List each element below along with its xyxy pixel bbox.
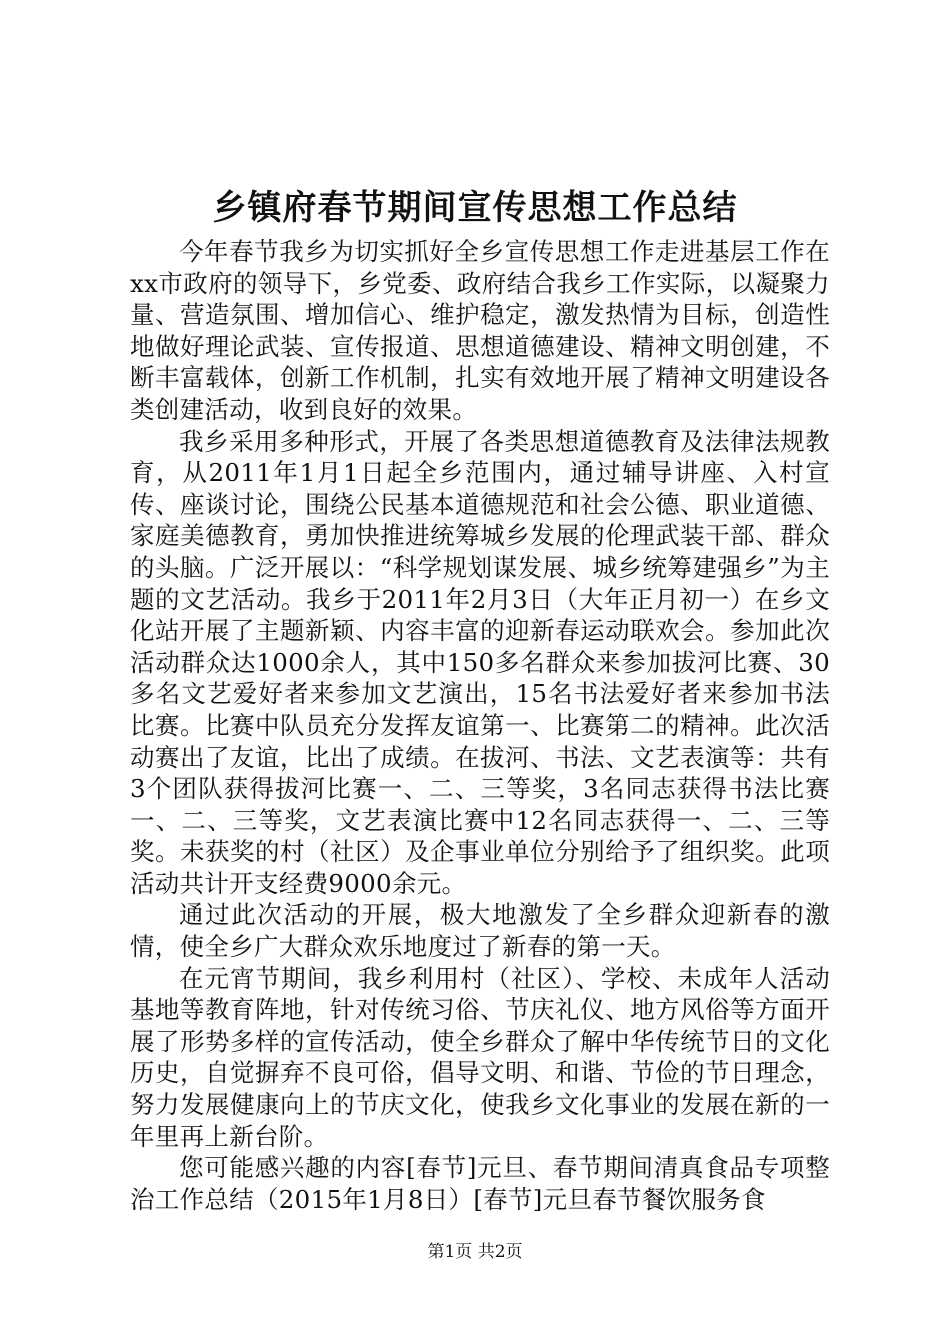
paragraph-effect: 通过此次活动的开展，极大地激发了全乡群众迎新春的激情，使全乡广大群众欢乐地度过了新春的第一天。 <box>130 900 830 962</box>
paragraph-intro: 今年春节我乡为切实抓好全乡宣传思想工作走进基层工作在xx市政府的领导下，乡党委、政府结合我乡工作实际，以凝聚力量、营造氛围、增加信心、维护稳定，激发热情为目标，创造性地做好理论武装、宣传报道、思想道德建设、精神文明创建，不断丰富载体，创新工作机制，扎实有效地开展了精神文明建设各类创建活动，收到良好的效果。 <box>130 237 830 424</box>
paragraph-lantern-festival: 在元宵节期间，我乡利用村（社区）、学校、未成年人活动基地等教育阵地，针对传统习俗、节庆礼仪、地方风俗等方面开展了形势多样的宣传活动，使全乡群众了解中华传统节日的文化历史，自觉摒弃不良可俗，倡导文明、和谐、节俭的节日理念，努力发展健康向上的节庆文化，使我乡文化事业的发展在新的一年里再上新台阶。 <box>130 963 830 1151</box>
document-title: 乡镇府春节期间宣传思想工作总结 <box>212 188 738 228</box>
paragraph-related-content: 您可能感兴趣的内容[春节]元旦、春节期间清真食品专项整治工作总结（2015年1月8日）[春节]元旦春节餐饮服务食 <box>130 1153 830 1214</box>
document-body <box>130 236 830 1215</box>
page-number-footer: 第1页 共2页 <box>427 1242 523 1262</box>
paragraph-activities: 我乡采用多种形式，开展了各类思想道德教育及法律法规教育，从2011年1月1日起全乡范围内，通过辅导讲座、入村宣传、座谈讨论，围绕公民基本道德规范和社会公德、职业道德、家庭美德教育，勇加快推进统筹城乡发展的伦理武装干部、群众的头脑。广泛开展以：“科学规划谋发展、城乡统筹建强乡”为主题的文艺活动。我乡于2011年2月3日（大年正月初一）在乡文化站开展了主题新颖、内容丰富的迎新春运动联欢会。参加此次活动群众达1000余人，其中150多名群众来参加拔河比赛、30多名文艺爱好者来参加文艺演出，15名书法爱好者来参加书法比赛。比赛中队员充分发挥友谊第一、比赛第二的精神。此次活动赛出了友谊，比出了成绩。在拔河、书法、文艺表演等：共有3个团队获得拔河比赛一、二、三等奖，3名同志获得书法比赛一、二、三等奖，文艺表演比赛中12名同志获得一、二、三等奖。未获奖的村（社区）及企事业单位分别给予了组织奖。此项活动共计开支经费9000余元。 <box>130 426 830 898</box>
